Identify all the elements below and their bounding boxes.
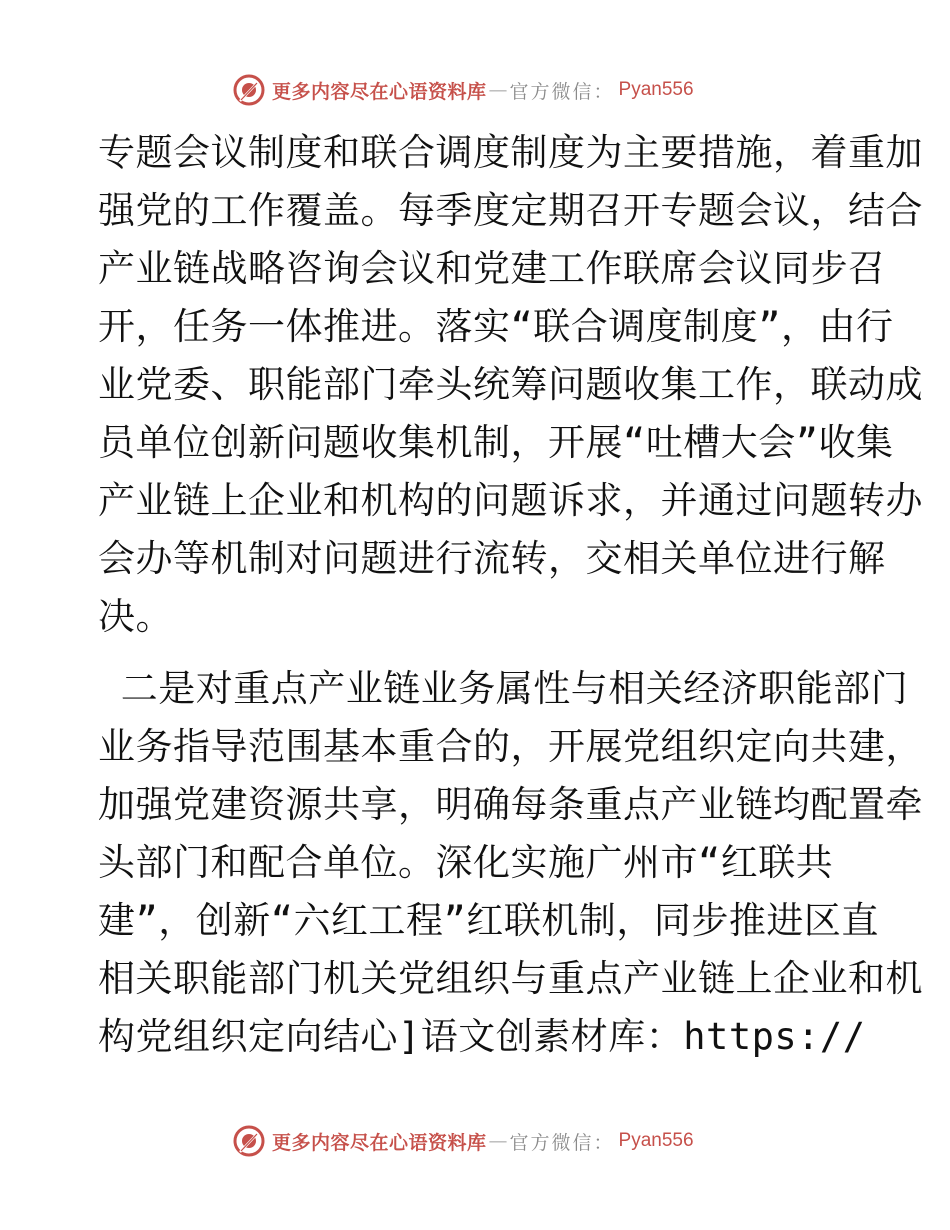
banner-wechat-id: Pyan556 [618,1130,694,1151]
text-line: 产业链战略咨询会议和党建工作联席会议同步召 [98,247,886,290]
text-line: 头部门和配合单位。深化实施广州市“红联共 [98,841,834,884]
banner-wechat-id: Pyan556 [618,79,694,100]
text-line: 建”，创新“六红工程”红联机制，同步推进区直 [98,899,879,942]
text-line: 业务指导范围基本重合的，开展党组织定向共建， [98,725,923,768]
text-line: 加强党建资源共享，明确每条重点产业链均配置牵 [98,783,923,826]
banner-separator: — [488,1130,508,1152]
text-line: 员单位创新问题收集机制，开展“吐槽大会”收集 [98,421,894,464]
seal-logo-icon [232,73,266,107]
banner-separator: — [488,79,508,101]
banner-official-label: 官方微信： [509,1131,615,1154]
text-line: 会办等机制对问题进行流转，交相关单位进行解 [98,537,886,580]
body-text [98,124,923,1066]
text-line: 决。 [98,595,173,638]
paragraph [98,660,923,1066]
paragraph [98,124,923,646]
banner-official-label: 官方微信： [509,80,615,103]
text-line: 二是对重点产业链业务属性与相关经济职能部门 [98,667,909,710]
seal-logo-icon [232,1124,266,1158]
text-line: 专题会议制度和联合调度制度为主要措施，着重加 [98,131,923,174]
header-banner [232,70,694,110]
text-line: 开，任务一体推进。落实“联合调度制度”，由行 [98,305,894,348]
footer-banner [232,1121,694,1161]
banner-main-text: 更多内容尽在心语资料库 [272,1131,487,1154]
text-line: 产业链上企业和机构的问题诉求，并通过问题转办 [98,479,923,522]
text-line: 强党的工作覆盖。每季度定期召开专题会议，结合 [98,189,923,232]
paragraph-gap [98,646,858,660]
text-line: 业党委、职能部门牵头统筹问题收集工作，联动成 [98,363,923,406]
text-line: 相关职能部门机关党组织与重点产业链上企业和机 [98,957,923,1000]
text-line: 构党组织定向结心]语文创素材库：https:// [98,1015,866,1058]
banner-main-text: 更多内容尽在心语资料库 [272,80,487,103]
